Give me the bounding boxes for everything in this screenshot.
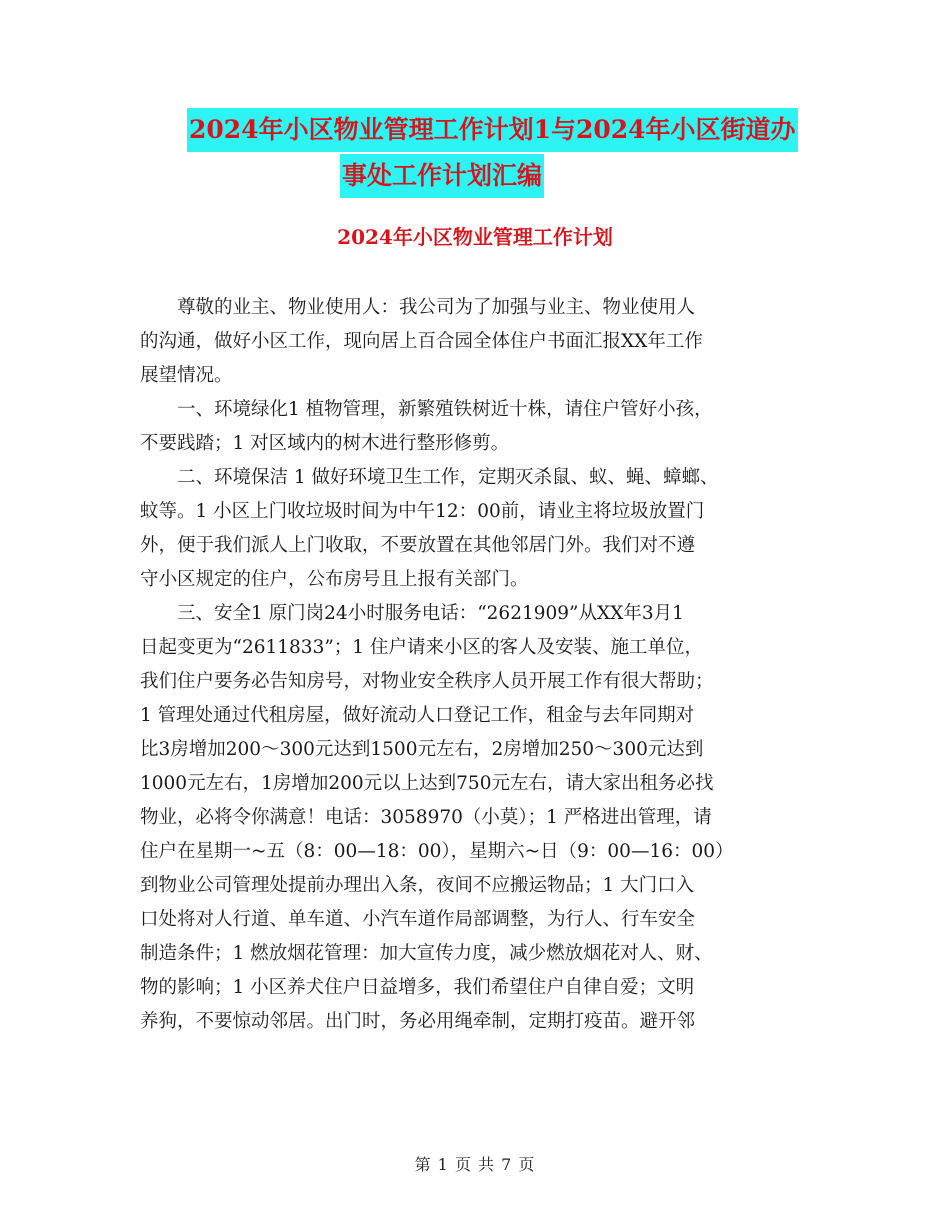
text-line: 展望情况。 [140,365,233,386]
text-line: 比3房增加200～300元达到1500元左右，2房增加250～300元达到 [140,739,704,760]
text-line: 住户在星期一~五（8：00—18：00），星期六~日（9：00—16：00） [140,841,734,862]
text-line: 口处将对人行道、单车道、小汽车道作局部调整，为行人、行车安全 [140,909,696,930]
text-line: 物业，必将令你满意！电话：3058970（小莫）；1 严格进出管理，请 [140,807,712,828]
text-line: 的沟通，做好小区工作，现向居上百合园全体住户书面汇报XX年工作 [140,331,703,352]
text-line: 制造条件；1 燃放烟花管理：加大宣传力度，减少燃放烟花对人、财、 [140,943,713,964]
text-line: 守小区规定的住户，公布房号且上报有关部门。 [140,569,529,590]
text-line: 蚊等。1 小区上门收垃圾时间为中午12：00前，请业主将垃圾放置门 [140,501,705,522]
text-line: 到物业公司管理处提前办理出入条，夜间不应搬运物品；1 大门口入 [140,875,695,896]
section-heading: 2024年小区物业管理工作计划 [337,225,613,249]
text-line: 三、安全1 原门岗24小时服务电话：“2621909”从XX年3月1 [140,603,684,624]
text-line: 我们住户要务必告知房号，对物业安全秩序人员开展工作有很大帮助； [140,671,714,692]
page-footer: 第 1 页 共 7 页 [414,1155,536,1174]
text-line: 养狗，不要惊动邻居。出门时，务必用绳牵制，定期打疫苗。避开邻 [140,1011,696,1032]
text-line: 1000元左右，1房增加200元以上达到750元左右，请大家出租务必找 [140,773,714,794]
title-line-2: 事处工作计划汇编 [340,154,544,198]
text-line: 一、环境绿化1 植物管理，新繁殖铁树近十株，请住户管好小孩， [140,399,713,420]
text-line: 尊敬的业主、物业使用人：我公司为了加强与业主、物业使用人 [140,297,696,318]
title-line-1: 2024年小区物业管理工作计划1与2024年小区街道办 [187,108,798,152]
text-line: 二、环境保洁 1 做好环境卫生工作，定期灭杀鼠、蚁、蝇、蟑螂、 [140,467,719,488]
text-line: 日起变更为“2611833”；1 住户请来小区的客人及安装、施工单位， [140,637,703,658]
text-line: 不要践踏；1 对区域内的树木进行整形修剪。 [140,433,510,454]
text-line: 物的影响；1 小区养犬住户日益增多，我们希望住户自律自爱；文明 [140,977,695,998]
text-line: 外，便于我们派人上门收取，不要放置在其他邻居门外。我们对不遵 [140,535,696,556]
body-text [140,291,810,1039]
text-line: 1 管理处通过代租房屋，做好流动人口登记工作，租金与去年同期对 [140,705,695,726]
